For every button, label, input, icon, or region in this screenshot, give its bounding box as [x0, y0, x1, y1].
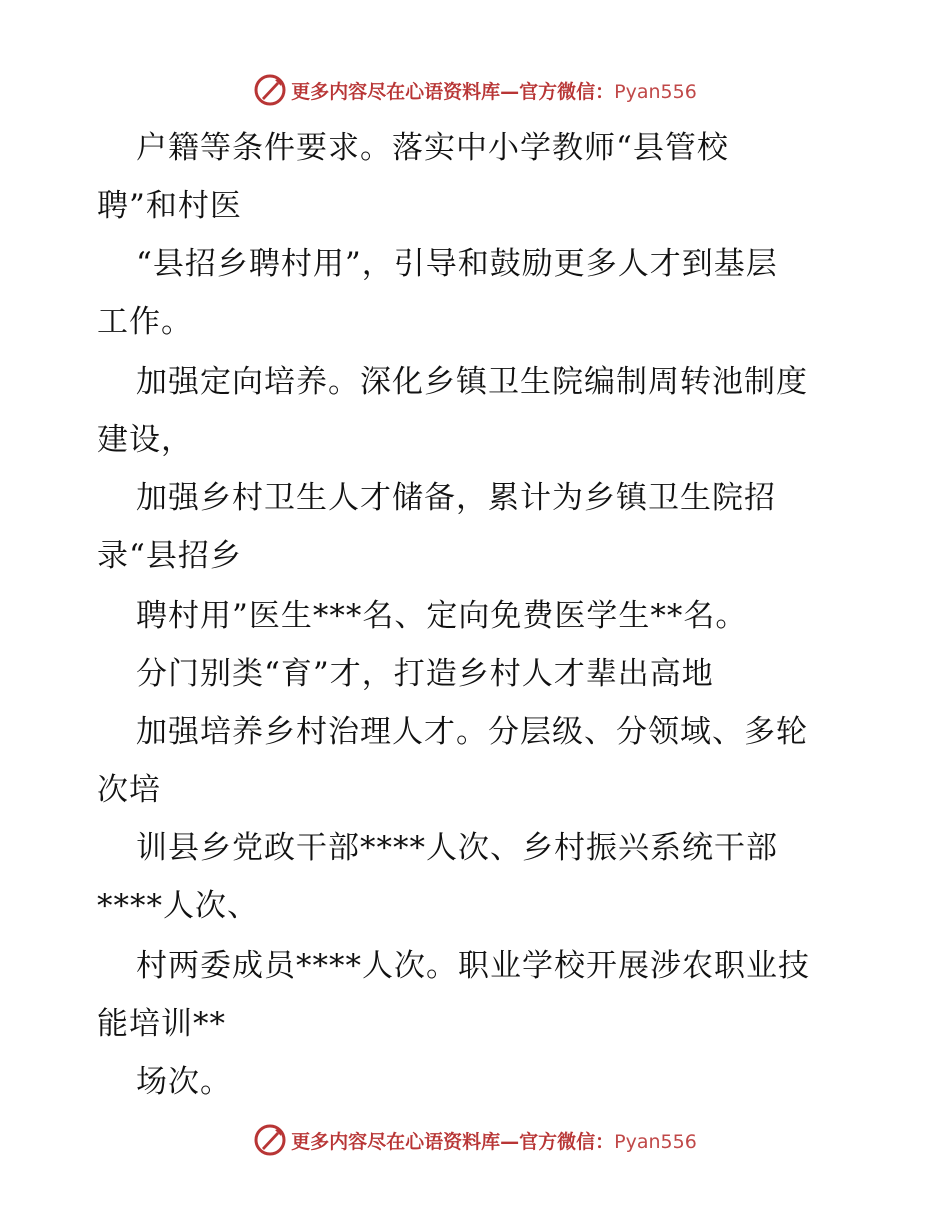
body-line: 加强培养乡村治理人才。分层级、分领域、多轮 [136, 714, 808, 750]
body-line: 录“县招乡 [97, 538, 242, 574]
footer-banner-text [291, 1127, 697, 1154]
body-line: 户籍等条件要求。落实中小学教师“县管校 [136, 130, 729, 166]
body-line: 能培训** [97, 1006, 226, 1042]
header-banner-label: 更多内容尽在心语资料库—官方微信： [291, 80, 615, 103]
body-line: 工作。 [97, 304, 193, 340]
body-line: ****人次、 [97, 888, 259, 924]
body-line: 建设， [97, 422, 193, 458]
body-line: “县招乡聘村用”，引导和鼓励更多人才到基层 [136, 246, 778, 282]
quill-logo-icon [253, 1123, 287, 1157]
body-line: 聘村用”医生***名、定向免费医学生**名。 [136, 598, 748, 634]
body-line: 加强乡村卫生人才储备，累计为乡镇卫生院招 [136, 480, 776, 516]
body-line: 加强定向培养。深化乡镇卫生院编制周转池制度 [136, 364, 808, 400]
body-line: 次培 [97, 772, 161, 808]
section-heading: 分门别类“育”才，打造乡村人才辈出高地 [136, 656, 714, 692]
body-line: 聘”和村医 [97, 188, 242, 224]
body-line: 场次。 [136, 1064, 232, 1100]
body-line: 村两委成员****人次。职业学校开展涉农职业技 [136, 948, 810, 984]
footer-wechat-id: Pyan556 [614, 1130, 697, 1153]
footer-banner-label: 更多内容尽在心语资料库—官方微信： [291, 1130, 615, 1153]
header-wechat-id: Pyan556 [614, 80, 697, 103]
body-line: 训县乡党政干部****人次、乡村振兴系统干部 [136, 830, 778, 866]
footer-banner [0, 1120, 950, 1160]
